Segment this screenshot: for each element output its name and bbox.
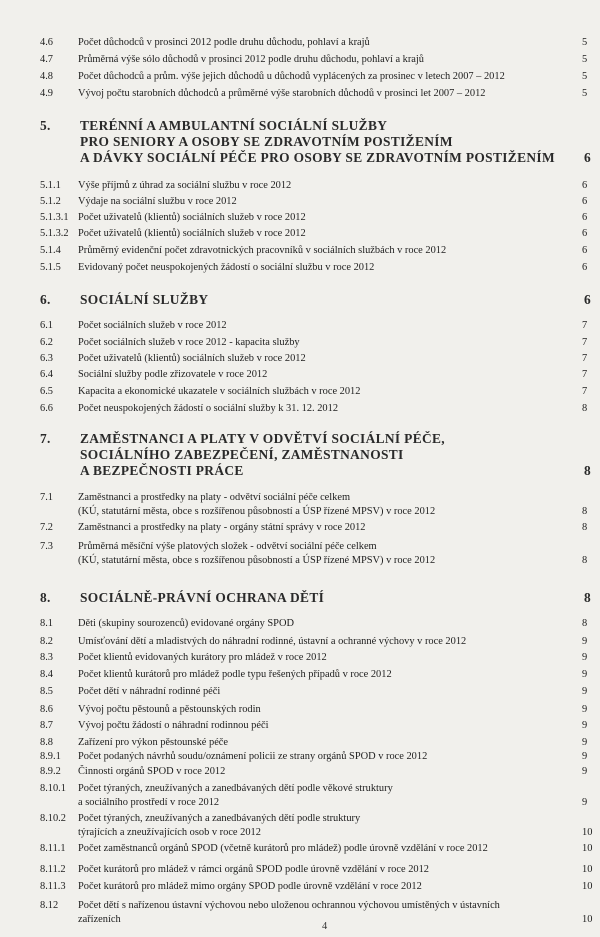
entry-page: 8 bbox=[584, 590, 592, 605]
entry-page: 9 bbox=[582, 766, 588, 777]
entry-number: 7.2 bbox=[40, 522, 53, 533]
entry-number: 7.3 bbox=[40, 541, 53, 552]
toc-entry bbox=[40, 765, 592, 779]
entry-page: 9 bbox=[582, 737, 588, 748]
entry-number: 6.3 bbox=[40, 353, 53, 364]
toc-entry bbox=[40, 668, 592, 682]
entry-page: 9 bbox=[582, 751, 588, 762]
entry-title bbox=[78, 195, 582, 209]
entry-title bbox=[78, 842, 582, 856]
entry-page: 7 bbox=[582, 386, 588, 397]
entry-number: 8.4 bbox=[40, 669, 53, 680]
entry-page: 6 bbox=[582, 245, 588, 256]
entry-title-line: Počet dětí s nařízenou ústavní výchovou nebo uloženou ochrannou výchovou umístěných v ústavních bbox=[78, 900, 500, 911]
entry-title bbox=[78, 617, 582, 631]
entry-title-line: ZAMĚSTNANCI A PLATY V ODVĚTVÍ SOCIÁLNÍ PÉČE, bbox=[80, 431, 445, 446]
entry-title-line: Vývoj počtu starobních důchodců a průměrné výše starobních důchodů v prosinci let 2007 – 2012 bbox=[78, 88, 486, 99]
entry-page: 9 bbox=[582, 796, 588, 808]
toc-entry bbox=[40, 368, 592, 382]
entry-title bbox=[78, 540, 582, 567]
entry-title-line: Zaměstnanci a prostředky na platy - orgány státní správy v roce 2012 bbox=[78, 522, 366, 533]
toc-entry bbox=[40, 261, 592, 275]
toc-entry bbox=[40, 540, 592, 567]
entry-number: 5.1.1 bbox=[40, 180, 61, 191]
entry-title bbox=[80, 590, 584, 606]
toc-entry bbox=[40, 651, 592, 665]
entry-number: 6. bbox=[40, 292, 51, 307]
entry-number: 8.5 bbox=[40, 686, 53, 697]
entry-number: 6.2 bbox=[40, 337, 53, 348]
entry-title-line: Evidovaný počet neuspokojených žádostí o sociální službu v roce 2012 bbox=[78, 262, 375, 273]
entry-title-line: (KÚ, statutární města, obce s rozšířenou působností a ÚSP řízené MPSV) v roce 2012 bbox=[78, 505, 436, 517]
entry-title-line: SOCIÁLNĚ-PRÁVNÍ OCHRANA DĚTÍ bbox=[80, 590, 325, 605]
toc-entry bbox=[40, 336, 592, 350]
entry-number: 8.10.2 bbox=[40, 813, 66, 824]
entry-number: 8.8 bbox=[40, 737, 53, 748]
entry-title-line: Sociální služby podle zřizovatele v roce 2012 bbox=[78, 369, 268, 380]
toc-entry bbox=[40, 750, 592, 764]
entry-number: 5. bbox=[40, 118, 51, 133]
entry-number: 7. bbox=[40, 431, 51, 446]
toc-entry bbox=[40, 211, 592, 225]
entry-number: 8.12 bbox=[40, 900, 59, 911]
entry-title-line: Počet podaných návrhů soudu/oznámení policii ze strany orgánů SPOD v roce 2012 bbox=[78, 751, 428, 762]
toc-entry bbox=[40, 635, 592, 649]
entry-title-line: Počet týraných, zneužívaných a zanedbávaných dětí podle věkové struktury bbox=[78, 783, 393, 794]
entry-number: 5.1.3.2 bbox=[40, 228, 69, 239]
entry-title-line: Výše příjmů z úhrad za sociální službu v roce 2012 bbox=[78, 180, 292, 191]
entry-page: 7 bbox=[582, 369, 588, 380]
entry-title-line: Počet týraných, zneužívaných a zanedbávaných dětí podle struktury bbox=[78, 813, 361, 824]
entry-number: 6.6 bbox=[40, 403, 53, 414]
entry-title bbox=[78, 319, 582, 333]
entry-title bbox=[78, 765, 582, 779]
entry-title bbox=[78, 880, 582, 894]
entry-title bbox=[78, 736, 582, 750]
toc-entry bbox=[40, 36, 592, 50]
entry-page: 6 bbox=[582, 228, 588, 239]
entry-page: 5 bbox=[582, 54, 588, 65]
entry-page: 6 bbox=[584, 292, 592, 307]
entry-page: 8 bbox=[582, 505, 588, 517]
entry-title bbox=[78, 70, 582, 84]
entry-number: 8.11.1 bbox=[40, 843, 66, 854]
toc-entry bbox=[40, 491, 592, 518]
entry-title bbox=[78, 651, 582, 665]
entry-number: 8.11.3 bbox=[40, 881, 66, 892]
entry-page: 5 bbox=[582, 88, 588, 99]
entry-title bbox=[78, 668, 582, 682]
entry-page: 7 bbox=[582, 337, 588, 348]
entry-page: 8 bbox=[582, 522, 588, 533]
entry-number: 4.6 bbox=[40, 37, 53, 48]
entry-page: 9 bbox=[582, 652, 588, 663]
entry-page: 10 bbox=[582, 864, 593, 875]
entry-title bbox=[78, 521, 582, 535]
entry-page: 6 bbox=[584, 150, 592, 165]
entry-title-line: Vývoj počtu žádostí o náhradní rodinnou péči bbox=[78, 720, 269, 731]
section-heading bbox=[40, 292, 596, 308]
toc-entry bbox=[40, 53, 592, 67]
entry-title bbox=[78, 244, 582, 258]
entry-title bbox=[78, 368, 582, 382]
toc-entry bbox=[40, 227, 592, 241]
entry-number: 4.8 bbox=[40, 71, 53, 82]
toc-entry bbox=[40, 736, 592, 750]
entry-number: 6.5 bbox=[40, 386, 53, 397]
toc-entry bbox=[40, 244, 592, 258]
entry-title bbox=[78, 385, 582, 399]
toc-entry bbox=[40, 402, 592, 416]
entry-title-line: Počet důchodců v prosinci 2012 podle druhu důchodu, pohlaví a krajů bbox=[78, 37, 370, 48]
entry-number: 4.9 bbox=[40, 88, 53, 99]
entry-number: 7.1 bbox=[40, 492, 53, 503]
entry-title-line: Počet klientů evidovaných kurátory pro mládež v roce 2012 bbox=[78, 652, 327, 663]
entry-page: 8 bbox=[584, 463, 592, 478]
entry-title-line: Počet uživatelů (klientů) sociálních služeb v roce 2012 bbox=[78, 228, 306, 239]
entry-title-line: Počet uživatelů (klientů) sociálních služeb v roce 2012 bbox=[78, 353, 306, 364]
entry-title-line: Počet sociálních služeb v roce 2012 bbox=[78, 320, 227, 331]
entry-title-line: PRO SENIORY A OSOBY SE ZDRAVOTNÍM POSTIŽENÍM bbox=[80, 134, 453, 149]
entry-title-line: Zařízení pro výkon pěstounské péče bbox=[78, 737, 229, 748]
entry-page: 9 bbox=[582, 720, 588, 731]
entry-title bbox=[78, 53, 582, 67]
entry-page: 5 bbox=[582, 71, 588, 82]
toc-entry bbox=[40, 70, 592, 84]
entry-title bbox=[78, 402, 582, 416]
toc-entry bbox=[40, 782, 592, 809]
entry-number: 8.1 bbox=[40, 618, 53, 629]
entry-title bbox=[78, 352, 582, 366]
entry-number: 8.2 bbox=[40, 636, 53, 647]
entry-number: 8.10.1 bbox=[40, 783, 66, 794]
entry-title-line: SOCIÁLNÍ SLUŽBY bbox=[80, 292, 209, 307]
entry-title bbox=[78, 635, 582, 649]
entry-title bbox=[78, 227, 582, 241]
entry-page: 7 bbox=[582, 353, 588, 364]
entry-title bbox=[78, 782, 582, 809]
entry-title bbox=[78, 750, 582, 764]
entry-title bbox=[78, 36, 582, 50]
entry-title-line: Počet uživatelů (klientů) sociálních služeb v roce 2012 bbox=[78, 212, 306, 223]
toc-entry bbox=[40, 179, 592, 193]
entry-title-line: Průměrná měsíční výše platových složek - odvětví sociální péče celkem bbox=[78, 541, 377, 552]
entry-title-line: A DÁVKY SOCIÁLNÍ PÉČE PRO OSOBY SE ZDRAVOTNÍM POSTIŽENÍM bbox=[80, 150, 555, 165]
entry-page: 7 bbox=[582, 320, 588, 331]
entry-title bbox=[80, 292, 584, 308]
entry-title bbox=[78, 491, 582, 518]
entry-title-line: Počet dětí v náhradní rodinné péči bbox=[78, 686, 221, 697]
toc-entry bbox=[40, 685, 592, 699]
entry-title bbox=[78, 179, 582, 193]
entry-title-line: A BEZPEČNOSTI PRÁCE bbox=[80, 463, 244, 478]
entry-title-line: zařízeních bbox=[78, 913, 121, 925]
entry-title bbox=[78, 87, 582, 101]
entry-number: 5.1.2 bbox=[40, 196, 61, 207]
entry-title-line: (KÚ, statutární města, obce s rozšířenou působností a ÚSP řízené MPSV) v roce 2012 bbox=[78, 554, 436, 566]
toc-entry bbox=[40, 842, 592, 856]
entry-page: 10 bbox=[582, 826, 593, 838]
entry-number: 8.9.1 bbox=[40, 751, 61, 762]
entry-page: 9 bbox=[582, 636, 588, 647]
toc-entry bbox=[40, 880, 592, 894]
entry-title-line: Vývoj počtu pěstounů a pěstounských rodin bbox=[78, 704, 261, 715]
entry-title-line: a sociálního prostředí v roce 2012 bbox=[78, 796, 220, 808]
section-heading bbox=[40, 431, 596, 479]
section-heading bbox=[40, 118, 596, 166]
entry-number: 8.3 bbox=[40, 652, 53, 663]
toc-entry bbox=[40, 87, 592, 101]
entry-title-line: Výdaje na sociální službu v roce 2012 bbox=[78, 196, 237, 207]
toc-entry bbox=[40, 703, 592, 717]
entry-title bbox=[80, 118, 584, 166]
entry-page: 10 bbox=[582, 843, 593, 854]
entry-title bbox=[78, 899, 582, 926]
entry-title-line: Počet neuspokojených žádostí o sociální služby k 31. 12. 2012 bbox=[78, 403, 339, 414]
entry-title bbox=[78, 211, 582, 225]
entry-title-line: Počet klientů kurátorů pro mládež podle typu řešených případů v roce 2012 bbox=[78, 669, 392, 680]
entry-page: 9 bbox=[582, 704, 588, 715]
entry-title-line: Průměrný evidenční počet zdravotnických pracovníků v sociálních službách v roce 2012 bbox=[78, 245, 447, 256]
entry-title-line: Činnosti orgánů SPOD v roce 2012 bbox=[78, 766, 226, 777]
entry-page: 6 bbox=[582, 180, 588, 191]
entry-page: 10 bbox=[582, 913, 593, 925]
toc-entry bbox=[40, 521, 592, 535]
entry-title-line: Umísťování dětí a mladistvých do náhradní rodinné, ústavní a ochranné výchovy v roce 2012 bbox=[78, 636, 467, 647]
entry-number: 6.1 bbox=[40, 320, 53, 331]
entry-title-line: Počet sociálních služeb v roce 2012 - kapacita služby bbox=[78, 337, 300, 348]
toc-entry bbox=[40, 899, 592, 926]
entry-title bbox=[78, 719, 582, 733]
toc-entry bbox=[40, 812, 592, 839]
entry-number: 5.1.4 bbox=[40, 245, 61, 256]
entry-title-line: Počet zaměstnanců orgánů SPOD (včetně kurátorů pro mládež) podle úrovně vzdělání v roce 2012 bbox=[78, 843, 488, 854]
entry-page: 6 bbox=[582, 212, 588, 223]
toc-entry bbox=[40, 617, 592, 631]
toc-entry bbox=[40, 863, 592, 877]
entry-title bbox=[78, 685, 582, 699]
section-heading bbox=[40, 590, 596, 606]
entry-title bbox=[78, 261, 582, 275]
entry-title-line: Počet kurátorů pro mládež v rámci orgánů SPOD podle úrovně vzdělání v roce 2012 bbox=[78, 864, 429, 875]
entry-title-line: TERÉNNÍ A AMBULANTNÍ SOCIÁLNÍ SLUŽBY bbox=[80, 118, 388, 133]
entry-number: 6.4 bbox=[40, 369, 53, 380]
toc-entry bbox=[40, 385, 592, 399]
entry-number: 8.6 bbox=[40, 704, 53, 715]
entry-title-line: SOCIÁLNÍHO ZABEZPEČENÍ, ZAMĚSTNANOSTI bbox=[80, 447, 404, 462]
toc-entry bbox=[40, 319, 592, 333]
page-number: 4 bbox=[322, 921, 328, 932]
entry-page: 10 bbox=[582, 881, 593, 892]
entry-number: 5.1.3.1 bbox=[40, 212, 69, 223]
entry-title-line: Průměrná výše sólo důchodů v prosinci 2012 podle druhu důchodu, pohlaví a krajů bbox=[78, 54, 425, 65]
entry-title bbox=[78, 336, 582, 350]
entry-title-line: Počet důchodců a prům. výše jejich důchodů u důchodů vyplácených za prosinec v letech 2007 – 2012 bbox=[78, 71, 505, 82]
entry-page: 9 bbox=[582, 686, 588, 697]
entry-title-line: Kapacita a ekonomické ukazatele v sociálních službách v roce 2012 bbox=[78, 386, 361, 397]
entry-title-line: Děti (skupiny sourozenců) evidované orgány SPOD bbox=[78, 618, 294, 629]
entry-page: 9 bbox=[582, 669, 588, 680]
toc-entry bbox=[40, 719, 592, 733]
entry-number: 5.1.5 bbox=[40, 262, 61, 273]
entry-page: 6 bbox=[582, 262, 588, 273]
entry-number: 8.9.2 bbox=[40, 766, 61, 777]
entry-title bbox=[80, 431, 584, 479]
entry-title-line: týrajících a zneužívajících osob v roce 2012 bbox=[78, 826, 261, 838]
entry-page: 8 bbox=[582, 618, 588, 629]
entry-page: 5 bbox=[582, 37, 588, 48]
entry-page: 8 bbox=[582, 554, 588, 566]
toc-entry bbox=[40, 195, 592, 209]
entry-title-line: Počet kurátorů pro mládež mimo orgány SPOD podle úrovně vzdělání v roce 2012 bbox=[78, 881, 422, 892]
entry-number: 8.11.2 bbox=[40, 864, 66, 875]
entry-number: 8. bbox=[40, 590, 51, 605]
entry-number: 8.7 bbox=[40, 720, 53, 731]
entry-page: 8 bbox=[582, 403, 588, 414]
entry-title bbox=[78, 863, 582, 877]
toc-entry bbox=[40, 352, 592, 366]
entry-title bbox=[78, 812, 582, 839]
entry-page: 6 bbox=[582, 196, 588, 207]
entry-title bbox=[78, 703, 582, 717]
entry-title-line: Zaměstnanci a prostředky na platy - odvětví sociální péče celkem bbox=[78, 492, 351, 503]
entry-number: 4.7 bbox=[40, 54, 53, 65]
